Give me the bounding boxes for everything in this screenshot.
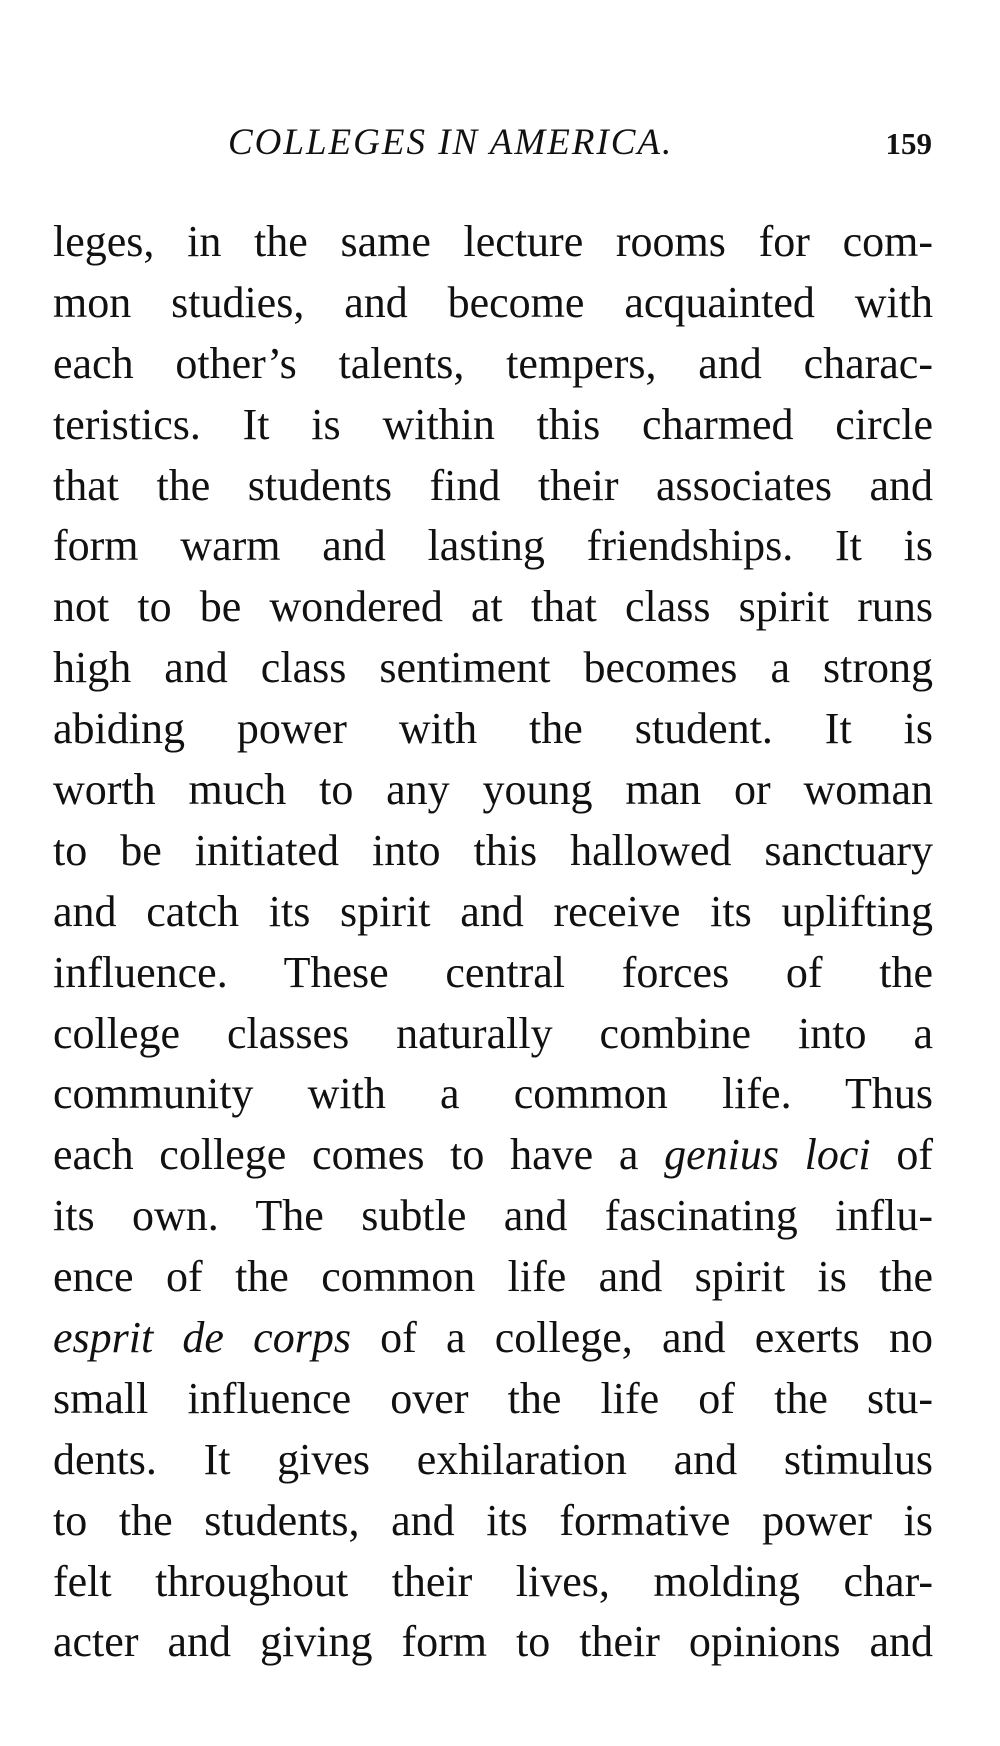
text-run: leges, in the same lecture rooms for com- bbox=[53, 217, 933, 266]
text-line bbox=[53, 577, 933, 638]
text-run: college classes naturally combine into a bbox=[53, 1008, 933, 1058]
text-line bbox=[53, 334, 933, 395]
text-run: to the students, and its formative power is bbox=[53, 1495, 933, 1545]
text-line bbox=[53, 1247, 933, 1308]
text-line bbox=[53, 456, 933, 517]
text-line bbox=[53, 516, 933, 577]
text-line bbox=[53, 638, 933, 699]
text-run: high and class sentiment becomes a strong bbox=[53, 643, 933, 693]
text-run: teristics. It is within this charmed circle bbox=[53, 399, 933, 449]
text-run: and catch its spirit and receive its uplifting bbox=[53, 886, 933, 936]
text-run: its own. The subtle and fascinating influ- bbox=[53, 1191, 933, 1241]
text-run: abiding power with the student. It is bbox=[53, 704, 933, 754]
text-run: community with a common life. Thus bbox=[53, 1069, 933, 1119]
italic-phrase-esprit-de-corps: esprit de corps bbox=[53, 1313, 351, 1363]
text-run: to be initiated into this hallowed sanctuary bbox=[53, 825, 933, 875]
text-line bbox=[53, 760, 933, 821]
text-line bbox=[53, 273, 933, 334]
text-line bbox=[53, 1308, 933, 1369]
text-line bbox=[53, 1612, 933, 1673]
text-run: not to be wondered at that class spirit runs bbox=[53, 582, 933, 632]
text-line bbox=[53, 1491, 933, 1552]
text-run: each college comes to have a bbox=[53, 1130, 665, 1180]
text-run: small influence over the life of the stu- bbox=[53, 1373, 933, 1423]
text-line bbox=[53, 699, 933, 760]
text-line bbox=[53, 821, 933, 882]
page-number: 159 bbox=[885, 126, 932, 161]
text-line bbox=[53, 1552, 933, 1613]
text-line bbox=[53, 395, 933, 456]
text-run: acter and giving form to their opinions and bbox=[53, 1617, 933, 1667]
running-head bbox=[52, 118, 932, 168]
text-line bbox=[53, 882, 933, 943]
text-line bbox=[53, 1125, 933, 1186]
text-line bbox=[53, 1186, 933, 1247]
text-run: mon studies, and become acquainted with bbox=[53, 277, 933, 327]
text-run: worth much to any young man or woman bbox=[53, 765, 933, 815]
text-line bbox=[53, 1004, 933, 1065]
text-run: form warm and lasting friendships. It is bbox=[53, 521, 933, 571]
running-title: COLLEGES IN AMERICA. bbox=[228, 122, 674, 163]
text-line bbox=[53, 1064, 933, 1125]
text-run: that the students find their associates and bbox=[53, 460, 933, 510]
text-line bbox=[53, 212, 933, 273]
body-text bbox=[53, 212, 933, 1673]
text-run: ence of the common life and spirit is the bbox=[53, 1252, 933, 1302]
text-run: of a college, and exerts no bbox=[350, 1313, 934, 1363]
text-run: each other’s talents, tempers, and charac- bbox=[53, 338, 933, 388]
text-run: of bbox=[870, 1130, 933, 1180]
text-line bbox=[53, 1369, 933, 1430]
text-run: dents. It gives exhilaration and stimulus bbox=[53, 1434, 933, 1484]
text-run: felt throughout their lives, molding char- bbox=[53, 1556, 933, 1606]
text-line bbox=[53, 1430, 933, 1491]
italic-phrase-genius-loci: genius loci bbox=[664, 1130, 871, 1180]
text-line bbox=[53, 943, 933, 1004]
text-run: influence. These central forces of the bbox=[53, 947, 933, 997]
